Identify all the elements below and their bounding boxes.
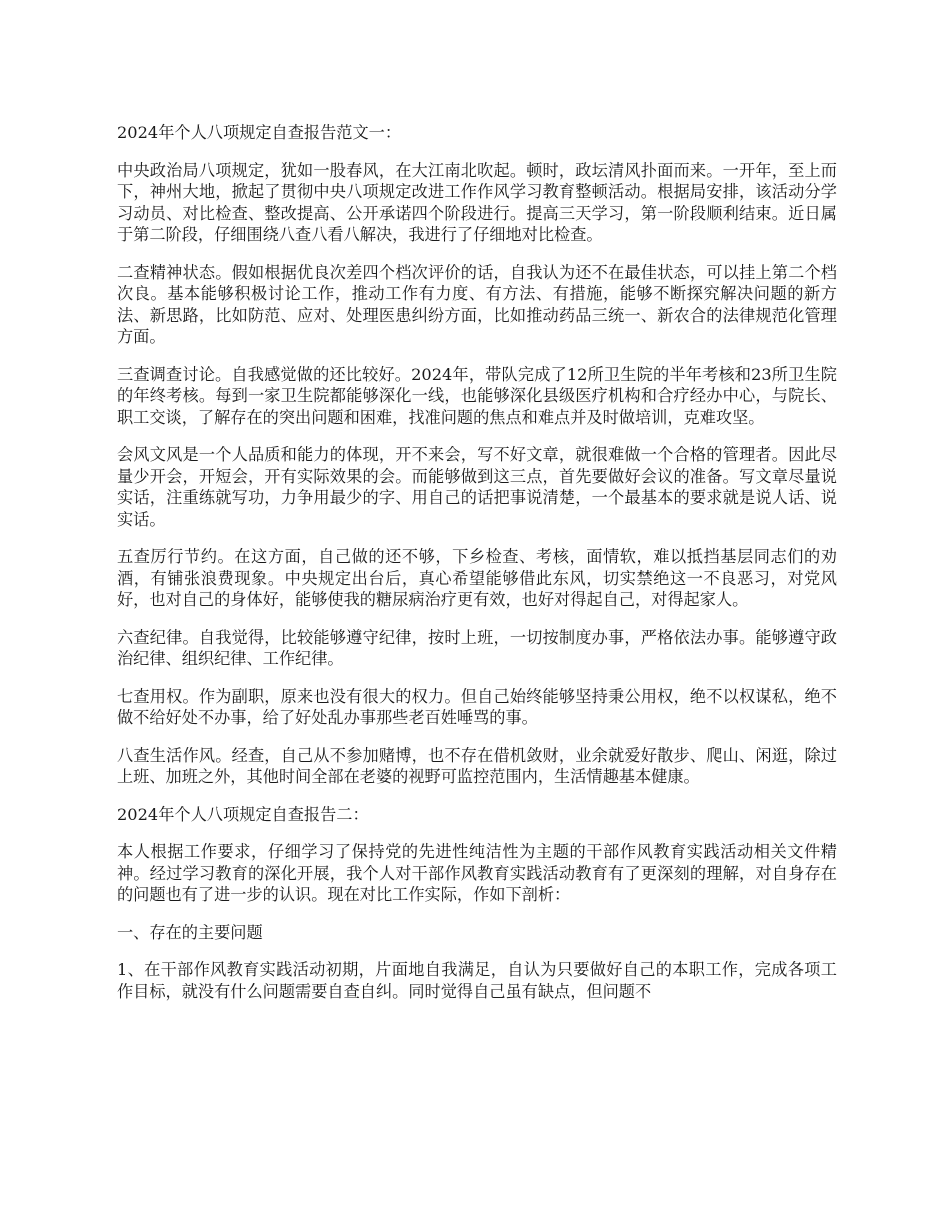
report-two-heading: 2024年个人八项规定自查报告二： xyxy=(117,804,369,824)
section-title-main-problems: 一、存在的主要问题 xyxy=(117,922,263,942)
paragraph-investigation: 三查调查讨论。自我感觉做的还比较好。2024年，带队完成了12所卫生院的半年考核和23所卫生院的年终考核。每到一家卫生院都能够深化一线，也能够深化县级医疗机构和合疗经办中心，与院长、职工交谈，了解存在的突出问题和困难，找准问题的焦点和难点并及时做培训，克难攻坚。 xyxy=(117,364,837,427)
paragraph-power-use: 七查用权。作为副职，原来也没有很大的权力。但自己始终能够坚持秉公用权，绝不以权谋私，绝不做不给好处不办事，给了好处乱办事那些老百姓唾骂的事。 xyxy=(117,686,837,727)
paragraph-discipline: 六查纪律。自我觉得，比较能够遵守纪律，按时上班，一切按制度办事，严格依法办事。能够遵守政治纪律、组织纪律、工作纪律。 xyxy=(117,627,837,668)
paragraph-frugality: 五查厉行节约。在这方面，自己做的还不够，下乡检查、考核，面情软，难以抵挡基层同志们的劝酒，有铺张浪费现象。中央规定出台后，真心希望能够借此东风，切实禁绝这一不良恶习，对党风好，也对自己的身体好，能够使我的糖尿病治疗更有效，也好对得起自己，对得起家人。 xyxy=(117,547,837,609)
paragraph-lifestyle: 八查生活作风。经查，自己从不参加赌博，也不存在借机敛财，业余就爱好散步、爬山、闲逛，除过上班、加班之外，其他时间全部在老婆的视野可监控范围内，生活情趣基本健康。 xyxy=(117,745,837,786)
problem-item-one: 1、在干部作风教育实践活动初期，片面地自我满足，自认为只要做好自己的本职工作，完成各项工作目标，就没有什么问题需要自查自纠。同时觉得自己虽有缺点，但问题不 xyxy=(117,960,837,1001)
paragraph-central-rules: 中央政治局八项规定，犹如一股春风，在大江南北吹起。顿时，政坛清风扑面而来。一开年，至上而下，神州大地，掀起了贯彻中央八项规定改进工作作风学习教育整顿活动。根据局安排，该活动分学习动员、对比检查、整改提高、公开承诺四个阶段进行。提高三天学习，第一阶段顺利结束。近日属于第二阶段，仔细围绕八查八看八解决，我进行了仔细地对比检查。 xyxy=(117,160,837,244)
report-one-heading: 2024年个人八项规定自查报告范文一： xyxy=(117,123,402,142)
paragraph-meeting-style: 会风文风是一个人品质和能力的体现，开不来会，写不好文章，就很难做一个合格的管理者。因此尽量少开会，开短会，开有实际效果的会。而能够做到这三点，首先要做好会议的准备。写文章尽量说实话，注重练就写功，力争用最少的字、用自己的话把事说清楚，一个最基本的要求就是说人话、说实话。 xyxy=(117,445,837,529)
report-two-intro: 本人根据工作要求，仔细学习了保持党的先进性纯洁性为主题的干部作风教育实践活动相关文件精神。经过学习教育的深化开展，我个人对干部作风教育实践活动教育有了更深刻的理解，对自身存在的问题也有了进一步的认识。现在对比工作实际，作如下剖析： xyxy=(117,842,837,904)
paragraph-mental-state: 二查精神状态。假如根据优良次差四个档次评价的话，自我认为还不在最佳状态，可以挂上第二个档次良。基本能够积极讨论工作，推动工作有力度、有方法、有措施，能够不断探究解决问题的新方法、新思路，比如防范、应对、处理医患纠纷方面，比如推动药品三统一、新农合的法律规范化管理方面。 xyxy=(117,262,837,346)
document-page xyxy=(117,122,837,1018)
